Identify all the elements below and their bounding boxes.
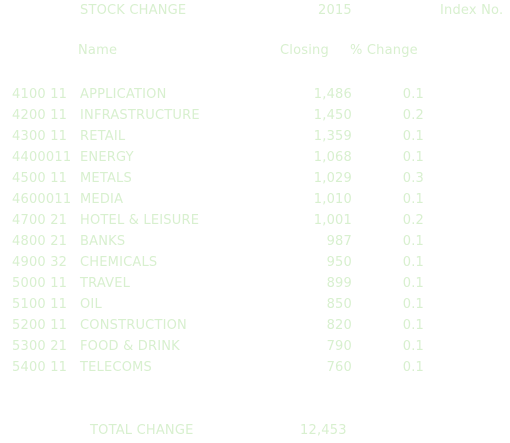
row-code: 5200 11	[12, 318, 68, 333]
row-name: FOOD & DRINK	[80, 339, 180, 354]
row-code: 5400 11	[12, 360, 68, 375]
column-header-change: % Change	[350, 43, 418, 58]
row-closing: 820	[326, 318, 352, 333]
row-closing: 850	[326, 297, 352, 312]
row-change: 0.1	[402, 87, 424, 102]
row-name: CHEMICALS	[80, 255, 158, 270]
row-closing: 950	[326, 255, 352, 270]
row-change: 0.1	[402, 318, 424, 333]
row-closing: 1,001	[313, 213, 352, 228]
row-closing: 790	[326, 339, 352, 354]
header-year: 2015	[318, 3, 352, 18]
row-code: 4900 32	[12, 255, 68, 270]
row-change: 0.1	[402, 339, 424, 354]
row-name: METALS	[80, 171, 132, 186]
row-closing: 760	[326, 360, 352, 375]
row-closing: 1,029	[313, 171, 352, 186]
row-code: 4600011	[12, 192, 72, 207]
row-name: ENERGY	[80, 150, 134, 165]
column-header-closing: Closing	[280, 43, 329, 58]
row-code: 5000 11	[12, 276, 68, 291]
row-closing: 1,450	[313, 108, 352, 123]
row-name: BANKS	[80, 234, 126, 249]
row-change: 0.1	[402, 276, 424, 291]
row-change: 0.1	[402, 129, 424, 144]
row-name: OIL	[80, 297, 102, 312]
row-change: 0.1	[402, 297, 424, 312]
row-change: 0.1	[402, 234, 424, 249]
row-name: CONSTRUCTION	[80, 318, 187, 333]
row-code: 4500 11	[12, 171, 68, 186]
row-closing: 1,010	[313, 192, 352, 207]
row-name: TELECOMS	[80, 360, 152, 375]
row-name: APPLICATION	[80, 87, 167, 102]
row-code: 4300 11	[12, 129, 68, 144]
row-change: 0.1	[402, 255, 424, 270]
row-change: 0.1	[402, 150, 424, 165]
row-closing: 899	[326, 276, 352, 291]
row-closing: 1,068	[313, 150, 352, 165]
row-change: 0.1	[402, 192, 424, 207]
column-header-name: Name	[78, 43, 118, 58]
row-code: 4400011	[12, 150, 72, 165]
footer-label: TOTAL CHANGE	[90, 423, 194, 438]
row-name: INFRASTRUCTURE	[80, 108, 200, 123]
header-title: STOCK CHANGE	[80, 3, 187, 18]
row-code: 4700 21	[12, 213, 68, 228]
header-index-label: Index No.	[440, 3, 504, 18]
row-closing: 1,486	[313, 87, 352, 102]
row-name: MEDIA	[80, 192, 124, 207]
row-code: 4100 11	[12, 87, 68, 102]
row-code: 5300 21	[12, 339, 68, 354]
footer-value: 12,453	[300, 423, 347, 438]
row-code: 4200 11	[12, 108, 68, 123]
row-code: 5100 11	[12, 297, 68, 312]
row-name: HOTEL & LEISURE	[80, 213, 200, 228]
row-change: 0.1	[402, 360, 424, 375]
row-closing: 1,359	[313, 129, 352, 144]
row-name: RETAIL	[80, 129, 126, 144]
row-name: TRAVEL	[80, 276, 131, 291]
row-change: 0.2	[402, 108, 424, 123]
row-code: 4800 21	[12, 234, 68, 249]
row-change: 0.2	[402, 213, 424, 228]
row-change: 0.3	[402, 171, 424, 186]
row-closing: 987	[326, 234, 352, 249]
